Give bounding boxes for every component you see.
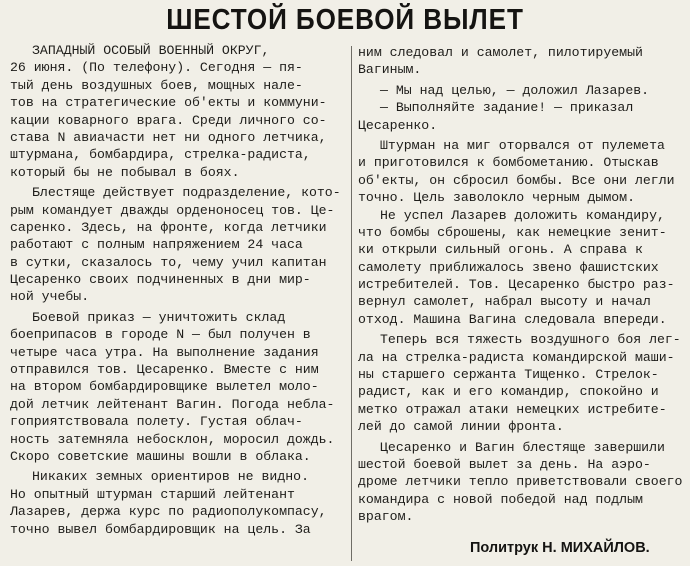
text-line: Цесаренко и Вагин блестяще завершили <box>380 439 665 455</box>
text-line: штурмана, бомбардира, стрелка-радиста, <box>10 147 311 163</box>
text-line: на втором бомбардировщике вылетел моло- <box>10 379 319 395</box>
text-line: ной учебы. <box>10 289 90 305</box>
paragraph <box>10 184 348 306</box>
text-line: тов на стратегические об'екты и коммуни- <box>10 95 327 111</box>
column-divider <box>351 46 352 561</box>
text-line: става N авиачасти нет ни одного летчика, <box>10 129 327 145</box>
text-line: дроме летчики тепло приветствовали своего <box>358 474 683 490</box>
text-line: и приготовился к бомбометанию. Отыскав <box>358 155 659 171</box>
text-line: Цесаренко. <box>358 117 438 133</box>
text-line: гоприятствовала полету. Густая облач- <box>10 414 303 430</box>
text-line: 26 июня. (По телефону). Сегодня — пя- <box>10 60 303 76</box>
text-line: тый день воздушных боев, мощных налe- <box>10 77 303 93</box>
paragraph <box>358 137 688 207</box>
text-line: врагом. <box>358 509 414 525</box>
text-line: Вагиным. <box>358 62 422 78</box>
text-line: — Мы над целью, — доложил Лазарев. <box>380 82 650 98</box>
text-line: Цесаренко своих подчиненных в дни мир- <box>10 272 311 288</box>
text-line: дой летчик лейтенант Вагин. Погода небла- <box>10 396 335 412</box>
author-signature: Политрук Н. МИХАЙЛОВ. <box>470 540 650 556</box>
text-line: в сутки, сказалось то, чему учил капитан <box>10 254 327 270</box>
text-line: вернул самолет, набрал высоту и начал <box>358 294 651 310</box>
paragraph <box>10 309 348 466</box>
text-line: ны старшего сержанта Тищенко. Стрелок- <box>358 367 659 383</box>
text-line: точно. Цель заволокло черным дымом. <box>358 190 635 206</box>
text-line: истребителей. Тов. Цесаренко быстро раз- <box>358 277 675 293</box>
text-line: метко отражал атаки немецких истребите- <box>358 401 667 417</box>
paragraph <box>358 207 688 329</box>
paragraph <box>10 468 348 538</box>
text-line: ним следовал и самолет, пилотируемый <box>358 45 643 60</box>
article-headline: ШЕСТОЙ БОЕВОЙ ВЫЛЕТ <box>166 4 524 36</box>
text-line: командира с новой победой над подлым <box>358 491 643 507</box>
text-line: ность затемняла небосклон, моросил дождь. <box>10 431 335 447</box>
paragraph <box>358 44 688 79</box>
text-line: кации коварного врага. Среди личного со- <box>10 112 327 128</box>
text-line: четыре часа утра. На выполнение задания <box>10 344 319 360</box>
text-line: точно вывел бомбардировщик на цель. За <box>10 521 311 537</box>
paragraph <box>358 82 688 99</box>
text-line: ЗАПАДНЫЙ ОСОБЫЙ ВОЕННЫЙ ОКРУГ, <box>32 43 270 58</box>
paragraph <box>358 99 688 134</box>
text-line: Но опытный штурман старший лейтенант <box>10 486 295 502</box>
text-line: Боевой приказ — уничтожить склад <box>32 309 286 325</box>
text-line: работают с полным напряжением 24 часа <box>10 237 303 253</box>
text-line: самолету приближалось звено фашистских <box>358 259 659 275</box>
text-line: Никаких земных ориентиров не видно. <box>32 469 309 485</box>
text-line: Лазарев, держа курс по радиополукомпасу, <box>10 504 327 520</box>
text-line: что бомбы сброшены, как немецкие зенит- <box>358 224 667 240</box>
text-line: Блестяще действует подразделение, кото- <box>32 185 341 201</box>
paragraph <box>358 331 688 435</box>
text-line: отправился тов. Цесаренко. Вместе с ним <box>10 362 319 378</box>
text-line: рым командует дважды орденоносец тов. Це- <box>10 202 335 218</box>
text-line: Скоро советские машины вошли в облака. <box>10 448 311 464</box>
text-line: радист, как и его командир, спокойно и <box>358 384 659 400</box>
text-line: боеприпасов в городе N — был получен в <box>10 327 311 343</box>
text-line: отход. Машина Вагина следовала впереди. <box>358 311 667 327</box>
text-line: об'екты, он сбросил бомбы. Все они легли <box>358 172 675 188</box>
text-line: Не успел Лазарев доложить командиру, <box>380 207 665 223</box>
text-line: Штурман на миг оторвался от пулемета <box>380 137 665 153</box>
text-line: Теперь вся тяжесть воздушного боя лег- <box>380 332 681 348</box>
paragraph-dateline <box>10 42 348 181</box>
text-line: который бы не побывал в боях. <box>10 164 240 180</box>
right-column <box>358 44 688 526</box>
text-line: ла на стрелка-радиста командирской маши- <box>358 349 675 365</box>
left-column <box>10 42 348 538</box>
text-line: — Выполняйте задание! — приказал <box>380 100 634 116</box>
text-line: лей до самой линии фронта. <box>358 419 564 435</box>
paragraph <box>358 439 688 526</box>
text-line: саренко. Здесь, на фронте, когда летчики <box>10 219 327 235</box>
text-line: шестой боевой вылет за день. На аэро- <box>358 456 651 472</box>
text-line: ки открыли сильный огонь. А справа к <box>358 242 643 258</box>
